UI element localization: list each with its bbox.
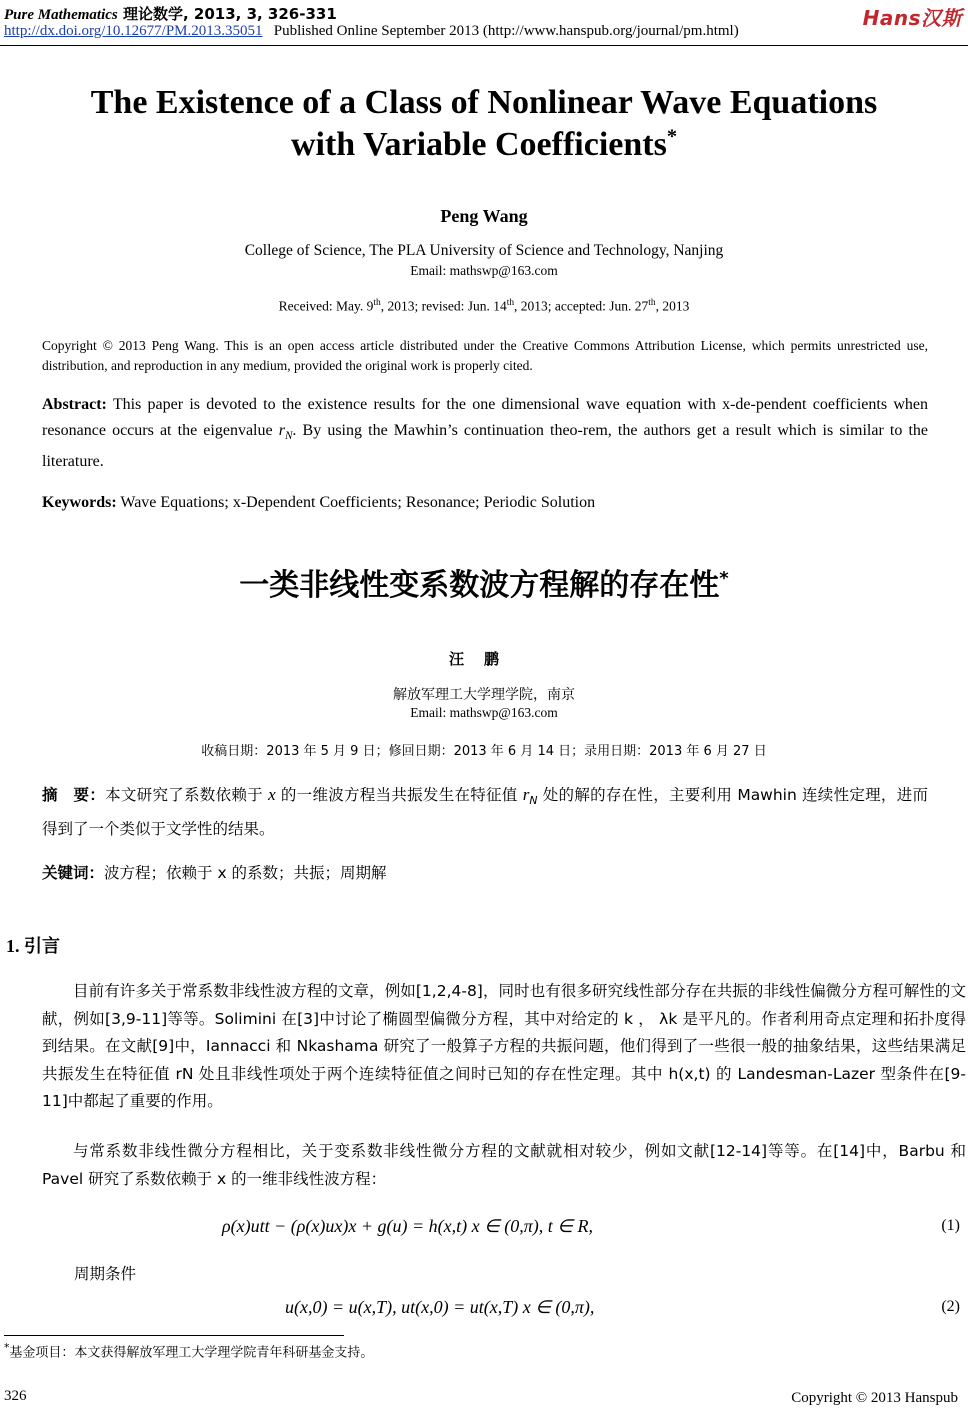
doi-link[interactable]: http://dx.doi.org/10.12677/PM.2013.35051 (4, 23, 263, 39)
periodic-condition-label: 周期条件 (74, 1265, 137, 1283)
eigenvalue-symbol: r (278, 422, 285, 439)
author-cn: 汪鹏 (448, 650, 519, 668)
header-rule (0, 45, 968, 46)
intro-paragraph-1: 目前有许多关于常系数非线性波方程的文章，例如[1,2,4-8]，同时也有很多研究线性部分存在共振的非线性偏微分方程可解性的文献，例如[3,9-11]等等。Solimini 在[3]中讨论了椭圆型偏微分方程，其中对给定的 k ， λk 是平凡的。作者利用奇点定理和拓扑度得到结果。在文献[9]中，Iannacci 和 Nkashama 研究了一般算子方程的共振问题，他们得到了一些很一般的抽象结果，这些结果满足共振发生在特征值 rN 处且非线性项处于两个连续特征值之间时已知的存在性定理。其中 h(x,t) 的 Landesman-Lazer 型条件在[9-11]中都起了重要的作用。 (42, 982, 966, 1110)
section-heading: 1. 引言 (6, 936, 60, 957)
abstract-en: Abstract: This paper is devoted to the existence results for the one dimensional wave equation with x-de-pendent coefficients when resonance occurs at the eigenvalue $r_N$. By using the Mawhin’s continuation theo-rem, the authors get a result which is similar to the literature. (42, 396, 929, 471)
keywords-cn: 关键词：波方程；依赖于 x 的系数；共振；周期解 (42, 864, 387, 882)
footer-copyright: Copyright © 2013 Hanspub (791, 1390, 958, 1406)
paper-title-en (0, 82, 968, 166)
funding-footnote: *基金项目：本文获得解放军理工大学理学院青年科研基金支持。 (4, 1341, 374, 1361)
equation-2: u(x,0) = u(x,T), ut(x,0) = ut(x,T) x ∈ (0,π), (285, 1297, 595, 1317)
equation-1: ρ(x)utt − (ρ(x)ux)x + g(u) = h(x,t) x ∈ (0,π), t ∈ R, (222, 1216, 593, 1236)
equation-1-number: (1) (941, 1217, 960, 1234)
journal-info: 理论数学, 2013, 3, 326-331 (117, 5, 337, 23)
abstract-cn: 摘 要：本文研究了系数依赖于 x 的一维波方程当共振发生在特征值 $r_N$ 处的解的存在性，主要利用 Mawhin 连续性定理，进而得到了一个类似于文学性的结果。 (42, 785, 928, 839)
doi-line (4, 23, 739, 40)
journal-name: Pure Mathematics (4, 7, 118, 23)
author-en: Peng Wang (440, 206, 528, 226)
hans-logo: Hans汉斯 (862, 6, 962, 30)
keywords-label-cn: 关键词： (42, 864, 105, 882)
title-line-1: The Existence of a Class of Nonlinear Wave Equations (90, 84, 878, 121)
dates-cn: 收稿日期：2013 年 5 月 9 日；修回日期：2013 年 6 月 14 日；录用日期：2013 年 6 月 27 日 (201, 744, 767, 759)
keywords-en: Keywords: Wave Equations; x-Dependent Coefficients; Resonance; Periodic Solution (42, 494, 596, 511)
intro-paragraph-2: 与常系数非线性微分方程相比，关于变系数非线性微分方程的文献就相对较少，例如文献[12-14]等等。在[14]中，Barbu 和 Pavel 研究了系数依赖于 x 的一维非线性波方程： (42, 1142, 966, 1188)
email-cn: Email: mathswp@163.com (410, 705, 558, 720)
journal-header (4, 3, 337, 24)
abstract-label-cn: 摘 要： (42, 786, 106, 804)
paper-title-cn: 一类非线性变系数波方程解的存在性* (239, 568, 729, 603)
footnote-rule (4, 1335, 344, 1336)
title-line-2: with Variable Coefficients* (290, 125, 678, 163)
page-number: 326 (4, 1388, 27, 1404)
affiliation-cn: 解放军理工大学理学院，南京 (393, 687, 575, 703)
equation-2-number: (2) (941, 1298, 960, 1315)
affiliation-en: College of Science, The PLA University of Science and Technology, Nanjing (244, 242, 724, 259)
published-info: Published Online September 2013 (http://www.hanspub.org/journal/pm.html) (273, 23, 739, 39)
email-en: Email: mathswp@163.com (410, 263, 558, 278)
abstract-label: Abstract: (42, 396, 107, 413)
dates-en: Received: May. 9th, 2013; revised: Jun. 14th, 2013; accepted: Jun. 27th, 2013 (278, 298, 690, 314)
copyright-notice: Copyright © 2013 Peng Wang. This is an open access article distributed under the Creative Commons Attribution License, which permits unrestricted use, distribution, and reproduction in any medium, provided the original work is properly cited. (42, 338, 928, 373)
keywords-label: Keywords: (42, 494, 117, 511)
